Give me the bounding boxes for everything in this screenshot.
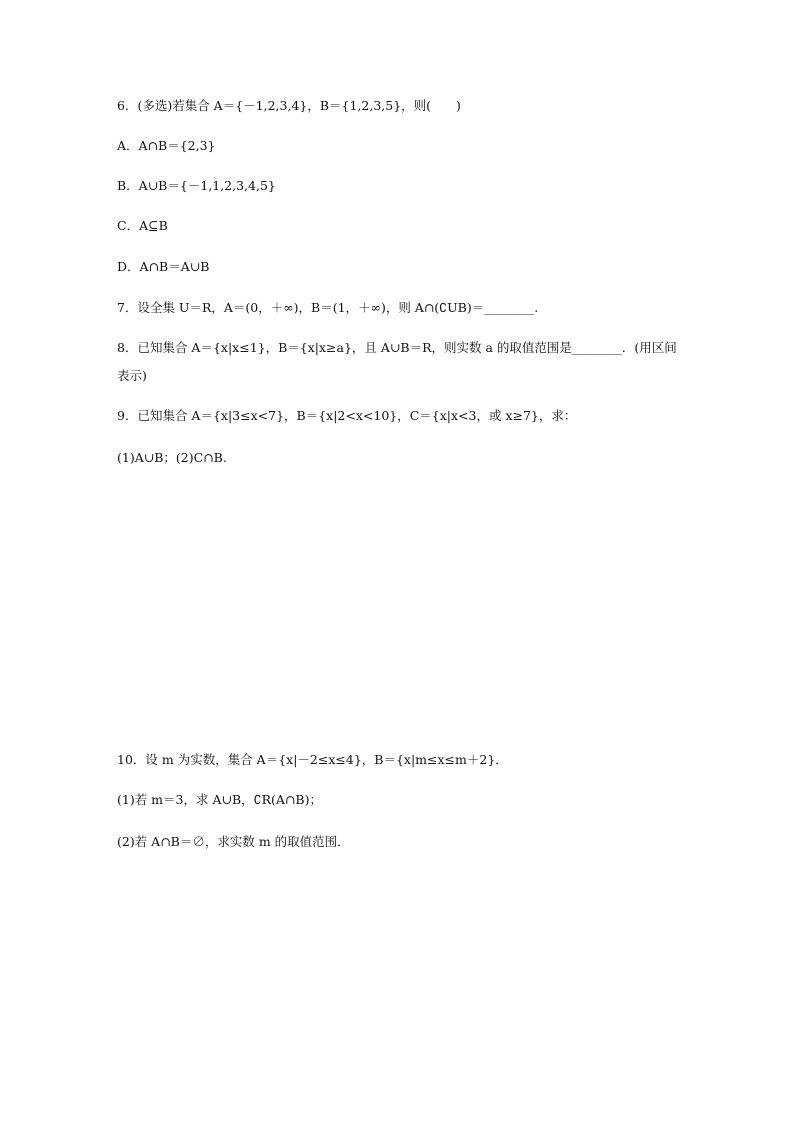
question-8: 8．已知集合 A＝{x|x≤1}，B＝{x|x≥a}，且 A∪B＝R，则实数 a 的取值范围是________．(用区间表示) — [117, 340, 677, 383]
question-10-part-2: (2)若 A∩B＝∅，求实数 m 的取值范围． — [117, 834, 350, 849]
question-7: 7．设全集 U＝R，A＝(0，＋∞)，B＝(1，＋∞)，则 A∩(∁UB)＝________. — [117, 300, 539, 315]
question-9-parts: (1)A∪B；(2)C∩B. — [117, 450, 227, 465]
question-9-stem: 9．已知集合 A＝{x|3≤x<7}，B＝{x|2<x<10}，C＝{x|x<3，或 x≥7}，求： — [117, 408, 577, 423]
question-10-stem: 10．设 m 为实数，集合 A＝{x|－2≤x≤4}，B＝{x|m≤x≤m＋2}． — [117, 752, 508, 767]
question-6-option-c: C．A⊆B — [117, 218, 168, 233]
question-10-part-1: (1)若 m＝3，求 A∪B，∁R(A∩B)； — [117, 792, 322, 807]
question-6-stem: 6．(多选)若集合 A＝{－1,2,3,4}，B＝{1,2,3,5}，则( ) — [117, 98, 461, 113]
question-6-option-b: B．A∪B＝{－1,1,2,3,4,5} — [117, 178, 276, 193]
question-6-option-d: D．A∩B＝A∪B — [117, 259, 210, 274]
question-6-option-a: A．A∩B＝{2,3} — [117, 138, 216, 153]
